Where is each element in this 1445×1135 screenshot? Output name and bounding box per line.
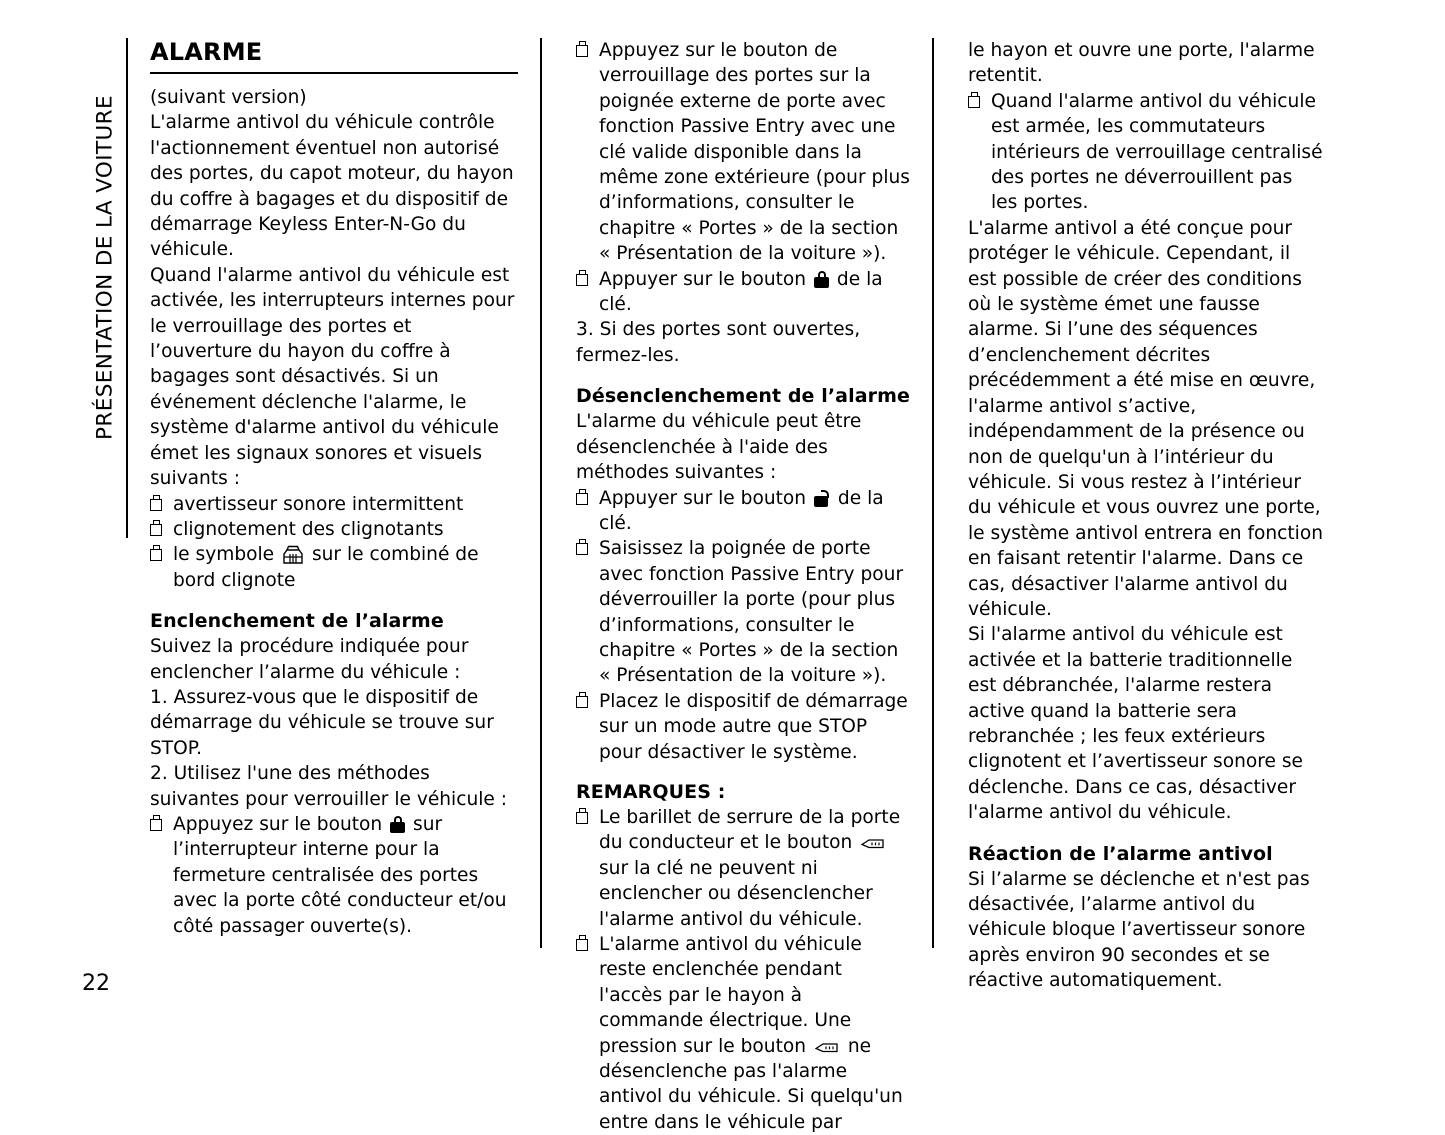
column-3 bbox=[934, 38, 1324, 992]
page-number: 22 bbox=[82, 971, 110, 996]
bullet-armed-switches bbox=[968, 89, 1324, 216]
bullet-press-key-lock bbox=[576, 267, 910, 318]
section-side-title: PRÉSENTATION DE LA VOITURE bbox=[92, 95, 118, 440]
page-title: ALARME bbox=[150, 38, 263, 66]
bullet-door-handle bbox=[576, 536, 910, 688]
heading-disarm-alarm: Désenclenchement de l’alarme bbox=[576, 385, 910, 408]
continuation-paragraph: le hayon et ouvre une porte, l'alarme retentit. bbox=[968, 40, 1315, 87]
bullet-press-lock-button bbox=[150, 812, 518, 939]
arm-intro-paragraph: Suivez la procédure indiquée pour enclencher l’alarme du véhicule : bbox=[150, 636, 469, 683]
bullet-square-icon bbox=[150, 819, 162, 831]
bullet-key-text-before: Appuyer sur le bouton bbox=[599, 268, 807, 290]
bullet-horn bbox=[150, 492, 518, 517]
side-title-rule bbox=[126, 38, 128, 538]
bullet-passive-entry bbox=[576, 38, 910, 267]
bullet-note2-text-before: L'alarme antivol du véhicule reste enclenchée pendant l'accès par le hayon à commande électrique. Une pression sur le bouton bbox=[599, 934, 862, 1057]
side-title-container bbox=[60, 30, 120, 550]
reaction-paragraph: Si l’alarme se déclenche et n'est pas désactivée, l’alarme antivol du véhicule bloque l’avertisseur sonore après environ 90 secondes et se réactive automatiquement. bbox=[968, 868, 1310, 992]
bullet-handle-text: Saisissez la poignée de porte avec fonction Passive Entry pour déverrouiller la porte (pour plus d’informations, consulter le chapitre « Portes » de la section « Présentation de la voiture »). bbox=[599, 538, 904, 687]
bullet-armed-text: Quand l'alarme antivol du véhicule est armée, les commutateurs intérieurs de verrouillage centralisé des portes ne déverrouillent pas les portes. bbox=[991, 90, 1323, 214]
title-underline bbox=[150, 72, 518, 74]
activated-paragraph: Quand l'alarme antivol du véhicule est activée, les interrupteurs internes pour le verrouillage des portes et l’ouverture du hayon du coffre à bagages sont désactivés. Si un événement déclenche l'alarme, le système d'alarme antivol du véhicule émet les signaux sonores et visuels suivants : bbox=[150, 264, 515, 490]
disarm-intro-paragraph: L'alarme du véhicule peut être désenclenchée à l'aide des méthodes suivantes : bbox=[576, 411, 862, 484]
bullet-square-icon bbox=[150, 499, 162, 511]
bullet-square-icon bbox=[150, 549, 162, 561]
bullet-flash-text: clignotement des clignotants bbox=[173, 518, 444, 540]
bullet-square-icon bbox=[576, 543, 588, 555]
bullet-flash bbox=[150, 517, 518, 542]
bullet-square-icon bbox=[576, 493, 588, 505]
bullet-symbol-text-after: sur le combiné de bord clignote bbox=[173, 544, 479, 591]
bullet-square-icon bbox=[150, 524, 162, 536]
bullet-symbol bbox=[150, 542, 518, 593]
bullet-key2-text-before: Appuyer sur le bouton bbox=[599, 487, 807, 509]
bullet-square-icon bbox=[576, 45, 588, 57]
column-1 bbox=[150, 38, 540, 948]
bullet-square-icon bbox=[576, 939, 588, 951]
vehicle-security-icon bbox=[282, 544, 304, 564]
page-columns bbox=[150, 38, 1400, 1133]
designed-paragraph: L'alarme antivol a été conçue pour protéger le véhicule. Cependant, il est possible de créer des conditions où le système émet une fausse alarme. Si l’une des séquences d’enclenchement décrites précédemment a été mise en œuvre, l'alarme antivol s’active, indépendamment de la présence ou non de quelqu'un à l’intérieur du véhicule. Si vous restez à l’intérieur du véhicule et vous ouvrez une porte, le système antivol entrera en fonction en faisant retentir l'alarme. Dans ce cas, désactiver l'alarme antivol du véhicule. bbox=[968, 217, 1323, 620]
arm-step-1: 1. Assurez-vous que le dispositif de démarrage du véhicule se trouve sur STOP. bbox=[150, 686, 494, 759]
unlock-icon bbox=[814, 490, 830, 507]
bullet-note1-text-after: sur la clé ne peuvent ni enclencher ou désenclencher l'alarme antivol du véhicule. bbox=[599, 857, 873, 930]
bullet-key-text-after: de la clé. bbox=[599, 268, 883, 316]
arm-step-3: 3. Si des portes sont ouvertes, fermez-les. bbox=[576, 319, 861, 366]
bullet-square-icon bbox=[576, 274, 588, 286]
intro-paragraph: L'alarme antivol du véhicule contrôle l'actionnement éventuel non autorisé des portes, du capot moteur, du hayon du coffre à bagages et du dispositif de démarrage Keyless Enter-N-Go du véhicule. bbox=[150, 112, 514, 261]
lock-icon bbox=[814, 271, 829, 288]
heading-notes: REMARQUES : bbox=[576, 780, 726, 803]
bullet-press-text-after: sur l’interrupteur interne pour la fermeture centralisée des portes avec la porte côté conducteur et/ou côté passager ouverte(s). bbox=[173, 813, 507, 937]
lock-icon bbox=[390, 816, 405, 833]
bullet-square-icon bbox=[968, 96, 980, 108]
bullet-horn-text: avertisseur sonore intermittent bbox=[173, 493, 464, 515]
bullet-ignition-mode bbox=[576, 689, 910, 765]
remote-key-icon bbox=[861, 837, 885, 850]
heading-arm-alarm: Enclenchement de l’alarme bbox=[150, 610, 444, 633]
bullet-passive-entry-text: Appuyez sur le bouton de verrouillage des portes sur la poignée externe de porte avec fonction Passive Entry avec une clé valide disponible dans la même zone extérieure (pour plus d’informations, consulter le chapitre « Portes » de la section « Présentation de la voiture »). bbox=[599, 40, 910, 265]
bullet-ignition-text: Placez le dispositif de démarrage sur un mode autre que STOP pour désactiver le système. bbox=[599, 690, 908, 763]
bullet-note2-text-after: ne désenclenche pas l'alarme antivol du véhicule. Si quelqu'un entre dans le véhicule par bbox=[599, 1035, 903, 1133]
heading-alarm-reaction: Réaction de l’alarme antivol bbox=[968, 842, 1273, 865]
bullet-press-key-unlock bbox=[576, 486, 910, 537]
battery-paragraph: Si l'alarme antivol du véhicule est activée et la batterie traditionnelle est débranchée, l'alarme restera active quand la batterie sera rebranchée ; les feux extérieurs clignotent et l’avertisseur sonore se déclenche. Dans ce cas, désactiver l'alarme antivol du véhicule. bbox=[968, 624, 1303, 824]
bullet-symbol-text-before: le symbole bbox=[173, 544, 275, 566]
bullet-key2-text-after: de la clé. bbox=[599, 487, 884, 534]
arm-step-2: 2. Utilisez l'une des méthodes suivantes pour verrouiller le véhicule : bbox=[150, 763, 508, 810]
bullet-square-icon bbox=[576, 812, 588, 824]
bullet-square-icon bbox=[576, 696, 588, 708]
bullet-note-2 bbox=[576, 932, 910, 1135]
version-note: (suivant version) bbox=[150, 87, 307, 108]
bullet-note1-text-before: Le barillet de serrure de la porte du conducteur et le bouton bbox=[599, 806, 901, 854]
column-2 bbox=[542, 38, 932, 1133]
bullet-note-1 bbox=[576, 805, 910, 932]
remote-key-icon bbox=[815, 1041, 839, 1054]
bullet-press-text-before: Appuyez sur le bouton bbox=[173, 813, 383, 835]
